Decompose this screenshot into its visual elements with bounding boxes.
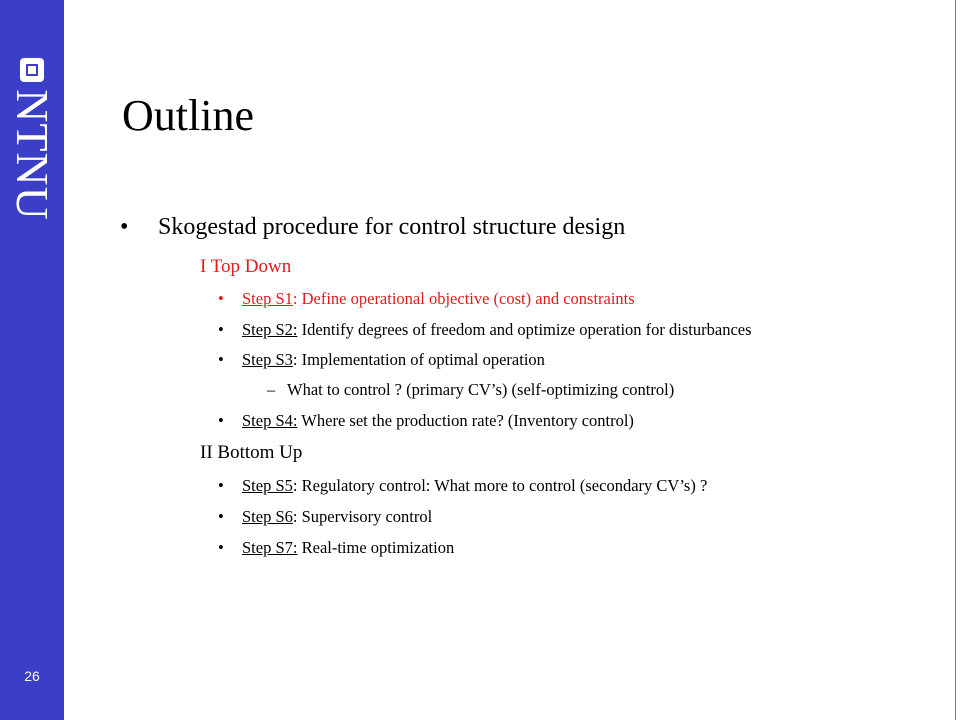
ntnu-logo-icon [20, 58, 44, 82]
step-label: Step S7: [242, 538, 298, 557]
bottom-up-heading: II Bottom Up [200, 442, 303, 463]
bullet-icon: • [218, 538, 224, 557]
bullet-icon: • [218, 320, 224, 339]
sub-bullet [267, 380, 674, 400]
step-label: Step S1 [242, 289, 293, 308]
step-item [218, 507, 432, 527]
step-text: Real-time optimization [297, 538, 455, 557]
step-label: Step S6 [242, 507, 293, 526]
slide-title: Outline [122, 91, 254, 140]
step-text: : Supervisory control [292, 507, 433, 526]
step-label: Step S2: [242, 320, 298, 339]
main-bullet [120, 214, 625, 241]
main-bullet-text: Skogestad procedure for control structure design [158, 214, 626, 240]
bullet-icon: • [218, 411, 224, 430]
bullet-icon: • [120, 214, 129, 240]
step-item [218, 476, 707, 496]
step-label: Step S4: [242, 411, 298, 430]
bullet-icon: • [218, 476, 224, 495]
step-item [218, 350, 545, 370]
sub-bullet-text: What to control ? (primary CV’s) (self-optimizing control) [287, 380, 675, 399]
step-text: Where set the production rate? (Inventory control) [297, 411, 634, 430]
dash-icon: – [267, 380, 276, 399]
page-number: 26 [24, 668, 40, 684]
sidebar [0, 0, 64, 720]
right-border [955, 0, 956, 720]
bullet-icon: • [218, 350, 224, 369]
bullet-icon: • [218, 507, 224, 526]
step-label: Step S5 [242, 476, 293, 495]
step-text: : Implementation of optimal operation [292, 350, 545, 369]
step-text: : Regulatory control: What more to control (secondary CV’s) ? [292, 476, 708, 495]
step-text: : Define operational objective (cost) and constraints [292, 289, 635, 308]
step-item [218, 289, 635, 309]
step-label: Step S3 [242, 350, 293, 369]
top-down-heading: I Top Down [200, 256, 292, 277]
step-text: Identify degrees of freedom and optimize operation for disturbances [297, 320, 752, 339]
step-item [218, 538, 454, 558]
bullet-icon: • [218, 289, 224, 308]
step-item [218, 411, 634, 431]
ntnu-logo-text: NTNU [7, 89, 58, 221]
step-item [218, 320, 752, 340]
